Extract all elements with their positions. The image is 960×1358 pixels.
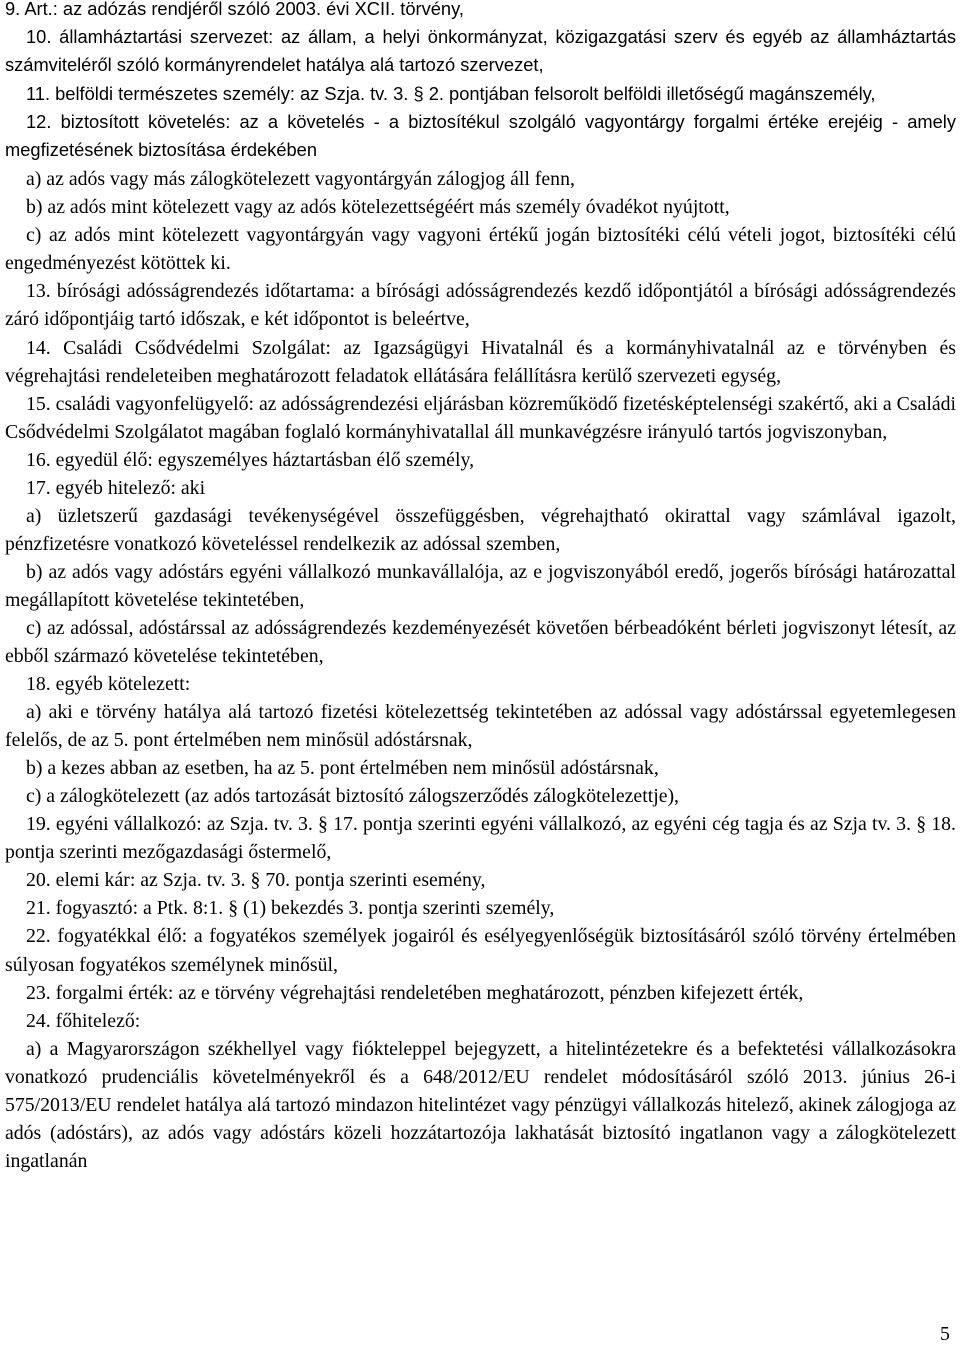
paragraph-item-11: 11. belföldi természetes személy: az Szja. tv. 3. § 2. pontjában felsorolt belföldi illetőségű magánszemély,: [26, 82, 876, 104]
paragraph-item-17b: b) az adós vagy adóstárs egyéni vállalkozó munkavállalója, az e jogviszonyából eredő, jogerős bírósági határozattal megállapított követelése tekintetében,: [5, 560, 956, 611]
paragraph-item-9: 9. Art.: az adózás rendjéről szóló 2003. évi XCII. törvény,: [5, 0, 464, 19]
paragraph-item-17c: c) az adóssal, adóstárssal az adósságrendezés kezdeményezését követően bérbeadóként bérleti jogviszonyt létesít, az ebből származó követelése tekintetében,: [5, 616, 956, 668]
paragraph-item-17a: a) üzletszerű gazdasági tevékenységével összefüggésben, végrehajtható okirattal vagy számlával igazolt, pénzfizetésre vonatkozó követeléssel rendelkezik az adóssal szemben,: [5, 504, 956, 555]
paragraph-item-14: 14. Családi Csődvédelmi Szolgálat: az Igazságügyi Hivatalnál és a kormányhivatalnál az e törvényben és végrehajtási rendeleteiben meghatározott feladatok ellátására felállításra kerülő szervezeti egység,: [5, 336, 956, 387]
paragraph-item-10: 10. államháztartási szervezet: az állam, a helyi önkormányzat, közigazgatási szerv és egyéb az államháztartás számviteléről szóló kormányrendelet hatálya alá tartozó szervezet,: [5, 26, 956, 76]
paragraph-item-22: 22. fogyatékkal élő: a fogyatékos személyek jogairól és esélyegyenlőségük biztosításáról szóló törvény értelmében súlyosan fogyatékos személynek minősül,: [5, 925, 956, 976]
paragraph-item-19: 19. egyéni vállalkozó: az Szja. tv. 3. § 17. pontja szerinti egyéni vállalkozó, az egyéni cég tagja és az Szja tv. 3. § 18. pontja szerinti mezőgazdasági őstermelő,: [5, 813, 956, 864]
paragraph-item-24a: a) a Magyarországon székhellyel vagy fiókteleppel bejegyzett, a hitelintézetekre és a befektetési vállalkozásokra vonatkozó prudenciális követelményekről és a 648/2012/EU rendelet módosításáról szóló 2013. június 26-i 575/2013/EU rendelet hatálya alá tartozó mindazon hitelintézet vagy pénzügyi vállalkozás hitelező, akinek zálogjoga az adós (adóstárs), az adós vagy adóstárs közeli hozzátartozója lakhatását biztosító ingatlanon vagy a zálogkötelezett ingatlanán: [5, 1037, 956, 1172]
paragraph-item-23: 23. forgalmi érték: az e törvény végrehajtási rendeletében meghatározott, pénzben kifejezett érték,: [26, 981, 804, 1004]
paragraph-item-16: 16. egyedül élő: egyszemélyes háztartásban élő személy,: [26, 448, 475, 471]
paragraph-item-18: 18. egyéb kötelezett:: [26, 673, 191, 696]
paragraph-item-18b: b) a kezes abban az esetben, ha az 5. pont értelmében nem minősül adóstársnak,: [26, 757, 659, 780]
document-page: [5, 0, 956, 1175]
paragraph-item-12: 12. biztosított követelés: az a követelés - a biztosítékul szolgáló vagyontárgy forgalmi értéke erejéig - amely megfizetésének biztosítása érdekében: [5, 110, 956, 161]
paragraph-item-17: 17. egyéb hitelező: aki: [26, 476, 206, 499]
paragraph-item-20: 20. elemi kár: az Szja. tv. 3. § 70. pontja szerinti esemény,: [26, 869, 486, 892]
paragraph-item-12a: a) az adós vagy más zálogkötelezett vagyontárgyán zálogjog áll fenn,: [26, 168, 575, 191]
paragraph-item-18c: c) a zálogkötelezett (az adós tartozását biztosító zálogszerződés zálogkötelezettje),: [26, 785, 680, 808]
paragraph-item-21: 21. fogyasztó: a Ptk. 8:1. § (1) bekezdés 3. pontja szerinti személy,: [26, 897, 555, 920]
paragraph-item-12c: c) az adós mint kötelezett vagyontárgyán vagy vagyoni értékű jogán biztosítéki célú vételi jogot, biztosítéki célú engedményezést kötöttek ki.: [5, 224, 956, 275]
paragraph-item-18a: a) aki e törvény hatálya alá tartozó fizetési kötelezettség tekintetében az adóssal vagy adóstárssal egyetemlegesen felelős, de az 5. pont értelmében nem minősül adóstársnak,: [5, 701, 956, 752]
paragraph-item-15: 15. családi vagyonfelügyelő: az adósságrendezési eljárásban közreműködő fizetésképtelenségi szakértő, aki a Családi Csődvédelmi Szolgálatot magában foglaló kormányhivatallal áll munkavégzésre irányuló tartós jogviszonyban,: [5, 392, 956, 443]
paragraph-item-12b: b) az adós mint kötelezett vagy az adós kötelezettségéért más személy óvadékot nyújtott,: [26, 196, 730, 219]
page-number: 5: [940, 1323, 950, 1345]
paragraph-item-13: 13. bírósági adósságrendezés időtartama: a bírósági adósságrendezés kezdő időpontjától a bírósági adósságrendezés záró időpontjáig tartó időszak, e két időpontot is beleértve,: [5, 280, 956, 331]
paragraph-item-24: 24. főhitelező:: [26, 1009, 141, 1032]
